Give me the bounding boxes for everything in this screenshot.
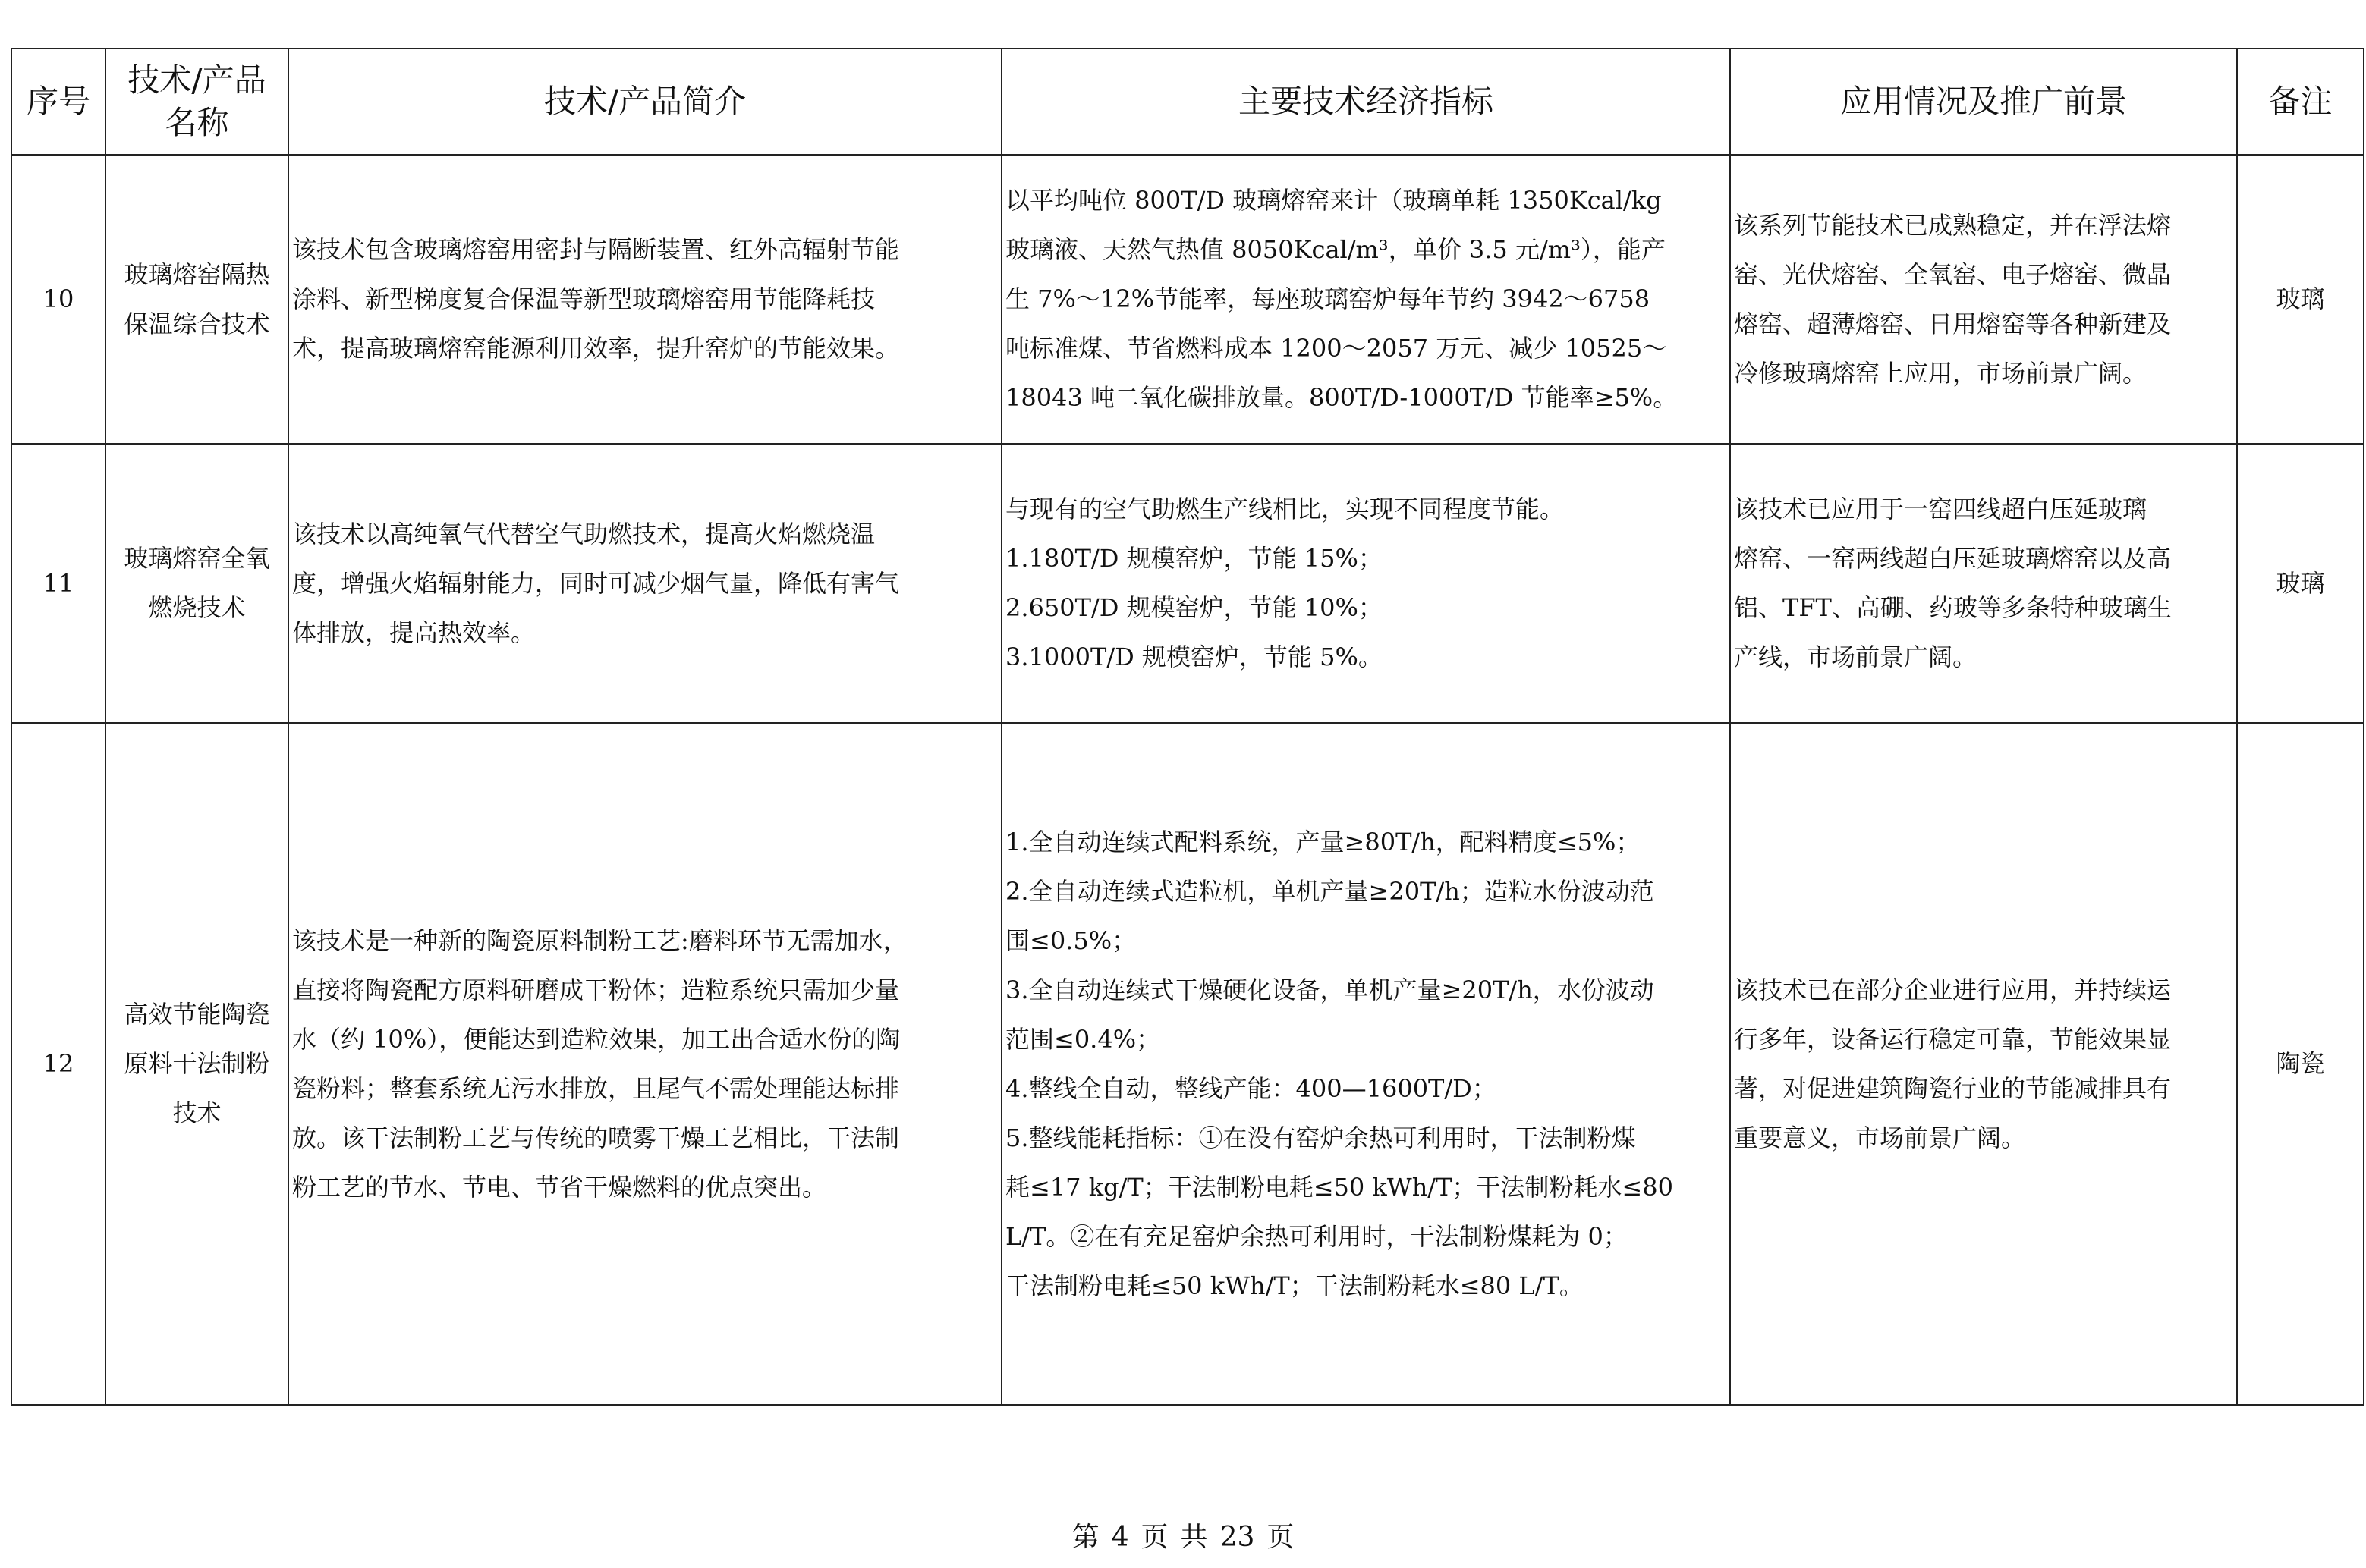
page-number: 4 — [1111, 1522, 1129, 1553]
text-line: 耗≤17 kg/T；干法制粉电耗≤50 kWh/T；干法制粉耗水≤80 — [1005, 1172, 1673, 1202]
text-line: 该技术已应用于一窑四线超白压延玻璃 — [1734, 495, 2147, 523]
tech-note: 玻璃 — [2237, 444, 2364, 723]
tech-name-line: 燃烧技术 — [148, 593, 246, 622]
text-line: 以平均吨位 800T/D 玻璃熔窑来计（玻璃单耗 1350Kcal/kg — [1005, 186, 1662, 215]
table-row — [11, 155, 2364, 444]
text-line: 1.全自动连续式配料系统，产量≥80T/h，配料精度≤5%； — [1005, 827, 1641, 856]
text-line: 涂料、新型梯度复合保温等新型玻璃熔窑用节能降耗技 — [292, 284, 876, 313]
tech-intro — [288, 155, 1002, 444]
tech-application — [1730, 155, 2237, 444]
text-line: 4.整线全自动，整线产能：400—1600T/D； — [1005, 1073, 1496, 1103]
text-line: 围≤0.5%； — [1005, 925, 1137, 955]
text-line: 3.1000T/D 规模窑炉，节能 5%。 — [1005, 643, 1383, 671]
text-line: 铝、TFT、高硼、药玻等多条特种玻璃生 — [1734, 593, 2172, 622]
header-name — [105, 49, 288, 155]
tech-intro — [288, 723, 1002, 1405]
header-application: 应用情况及推广前景 — [1730, 49, 2237, 155]
footer-page-word: 页 — [1141, 1522, 1169, 1553]
text-line: 范围≤0.4%； — [1005, 1024, 1161, 1054]
text-line: 该技术已在部分企业进行应用，并持续运 — [1734, 975, 2172, 1004]
tech-name — [105, 444, 288, 723]
text-line: 术，提高玻璃熔窑能源利用效率，提升窑炉的节能效果。 — [292, 334, 900, 363]
page-total: 23 — [1219, 1522, 1255, 1553]
tech-name — [105, 723, 288, 1405]
tech-application — [1730, 444, 2237, 723]
text-line: 5.整线能耗指标：①在没有窑炉余热可利用时，干法制粉煤 — [1005, 1123, 1636, 1152]
tech-note: 陶瓷 — [2237, 723, 2364, 1405]
header-name-line-2: 名称 — [165, 104, 229, 141]
text-line: 重要意义，市场前景广阔。 — [1734, 1123, 2026, 1152]
tech-name-line: 技术 — [172, 1098, 222, 1127]
footer-prefix: 第 — [1071, 1522, 1100, 1553]
text-line: 窑、光伏熔窑、全氧窑、电子熔窑、微晶 — [1734, 259, 2172, 289]
text-line: 体排放，提高热效率。 — [292, 617, 536, 647]
header-no: 序号 — [11, 49, 105, 155]
table-header-row — [11, 49, 2364, 155]
table-row — [11, 444, 2364, 723]
text-line: 1.180T/D 规模窑炉，节能 15%； — [1005, 544, 1383, 573]
row-number: 12 — [11, 723, 105, 1405]
text-line: 行多年，设备运行稳定可靠，节能效果显 — [1734, 1024, 2172, 1054]
tech-indicators — [1002, 723, 1730, 1405]
tech-application — [1730, 723, 2237, 1405]
tech-note: 玻璃 — [2237, 155, 2364, 444]
technology-table — [11, 48, 2364, 1406]
tech-indicators — [1002, 444, 1730, 723]
text-line: 玻璃液、天然气热值 8050Kcal/m³，单价 3.5 元/m³），能产 — [1005, 235, 1666, 264]
text-line: 该系列节能技术已成熟稳定，并在浮法熔 — [1734, 210, 2172, 240]
text-line: 2.650T/D 规模窑炉，节能 10%； — [1005, 593, 1383, 622]
header-note: 备注 — [2237, 49, 2364, 155]
text-line: 2.全自动连续式造粒机，单机产量≥20T/h；造粒水份波动范 — [1005, 876, 1654, 906]
text-line: L/T。②在有充足窑炉余热可利用时，干法制粉煤耗为 0； — [1005, 1221, 1628, 1251]
text-line: 水（约 10%），便能达到造粒效果，加工出合适水份的陶 — [292, 1024, 901, 1054]
tech-name-line: 保温综合技术 — [124, 309, 270, 338]
text-line: 放。该干法制粉工艺与传统的喷雾干燥工艺相比，干法制 — [292, 1123, 900, 1152]
text-line: 该技术是一种新的陶瓷原料制粉工艺:磨料环节无需加水， — [292, 925, 908, 955]
text-line: 熔窑、超薄熔窑、日用熔窑等各种新建及 — [1734, 309, 2172, 338]
header-intro: 技术/产品简介 — [288, 49, 1002, 155]
text-line: 粉工艺的节水、节电、节省干燥燃料的优点突出。 — [292, 1172, 827, 1202]
text-line: 干法制粉电耗≤50 kWh/T；干法制粉耗水≤80 L/T。 — [1005, 1271, 1584, 1300]
page-footer — [0, 1519, 2366, 1557]
text-line: 熔窑、一窑两线超白压延玻璃熔窑以及高 — [1734, 544, 2172, 573]
tech-indicators — [1002, 155, 1730, 444]
tech-name-line: 玻璃熔窑全氧 — [124, 544, 270, 573]
text-line: 与现有的空气助燃生产线相比，实现不同程度节能。 — [1005, 495, 1565, 523]
text-line: 该技术以高纯氧气代替空气助燃技术，提高火焰燃烧温 — [292, 519, 876, 548]
table-row — [11, 723, 2364, 1405]
text-line: 吨标准煤、节省燃料成本 1200～2057 万元、减少 10525～ — [1005, 334, 1667, 363]
footer-suffix: 页 — [1266, 1522, 1295, 1553]
text-line: 瓷粉料；整套系统无污水排放，且尾气不需处理能达标排 — [292, 1073, 900, 1103]
text-line: 18043 吨二氧化碳排放量。800T/D-1000T/D 节能率≥5%。 — [1005, 383, 1678, 412]
tech-name — [105, 155, 288, 444]
text-line: 生 7%～12%节能率，每座玻璃窑炉每年节约 3942～6758 — [1005, 284, 1650, 313]
text-line: 该技术包含玻璃熔窑用密封与隔断装置、红外高辐射节能 — [292, 235, 900, 264]
header-indicators: 主要技术经济指标 — [1002, 49, 1730, 155]
tech-name-line: 玻璃熔窑隔热 — [124, 259, 270, 289]
row-number: 10 — [11, 155, 105, 444]
text-line: 产线，市场前景广阔。 — [1734, 643, 1977, 671]
footer-total-word: 共 — [1180, 1522, 1208, 1553]
row-number: 11 — [11, 444, 105, 723]
tech-name-line: 原料干法制粉 — [124, 1049, 270, 1078]
tech-name-line: 高效节能陶瓷 — [124, 1000, 270, 1029]
text-line: 直接将陶瓷配方原料研磨成干粉体；造粒系统只需加少量 — [292, 975, 900, 1004]
text-line: 3.全自动连续式干燥硬化设备，单机产量≥20T/h，水份波动 — [1005, 975, 1654, 1004]
header-name-line-1: 技术/产品 — [127, 61, 266, 99]
text-line: 冷修玻璃熔窑上应用，市场前景广阔。 — [1734, 358, 2147, 388]
tech-intro — [288, 444, 1002, 723]
text-line: 度，增强火焰辐射能力，同时可减少烟气量，降低有害气 — [292, 568, 900, 598]
text-line: 著，对促进建筑陶瓷行业的节能减排具有 — [1734, 1073, 2172, 1103]
